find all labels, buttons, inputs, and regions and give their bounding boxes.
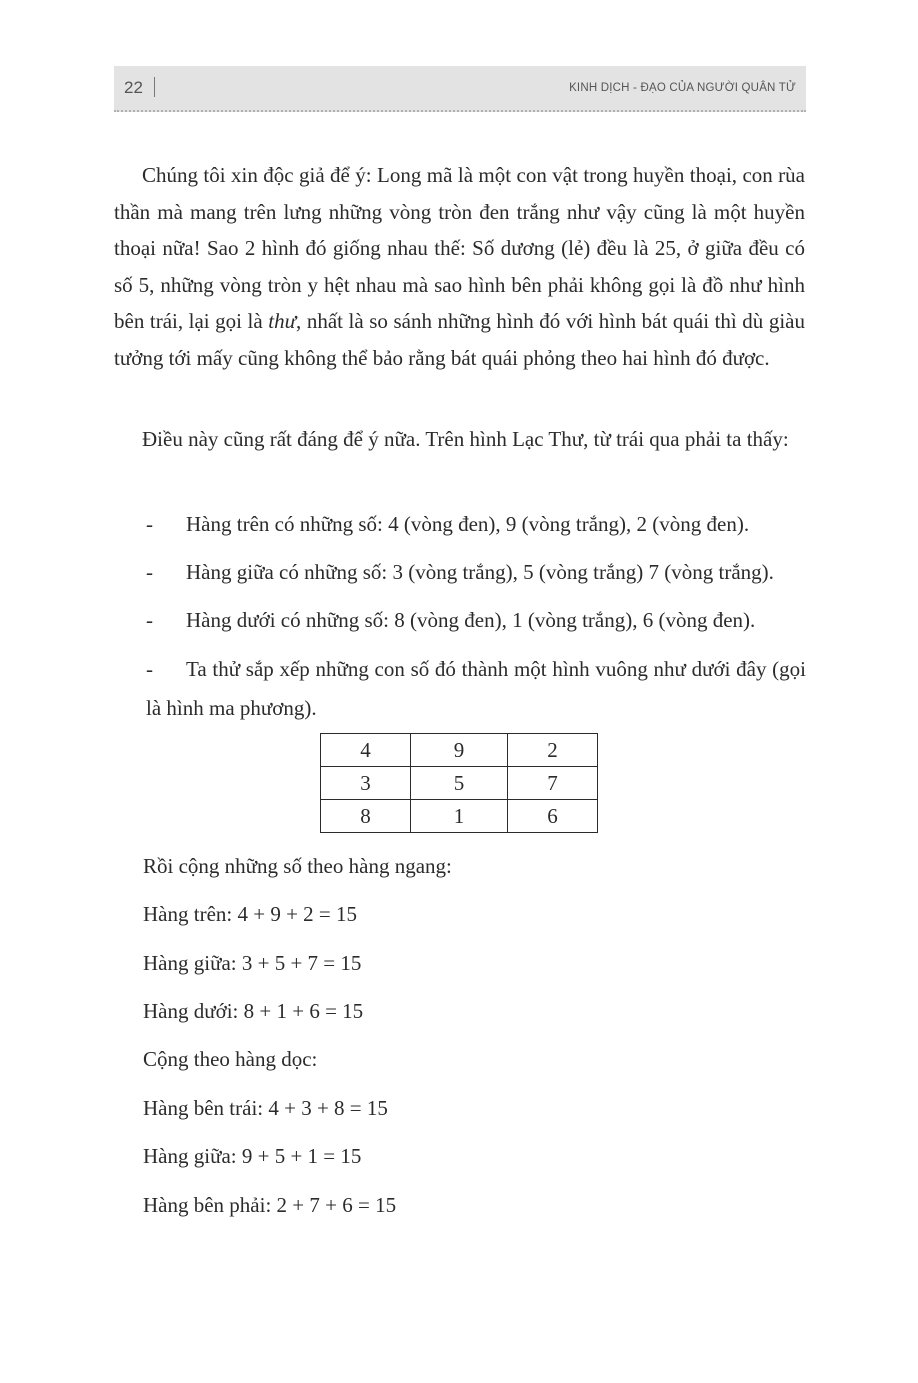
bullet-dash: - [146, 608, 153, 632]
sum-line: Hàng giữa: 3 + 5 + 7 = 15 [143, 951, 362, 975]
magic-square-table [320, 733, 598, 833]
list-item-text: Hàng dưới có những số: 8 (vòng đen), 1 (vòng trắng), 6 (vòng đen). [186, 608, 756, 632]
sum-line: Hàng dưới: 8 + 1 + 6 = 15 [143, 999, 364, 1023]
italic-term: thư [268, 309, 297, 333]
table-cell: 7 [508, 767, 598, 800]
table-row [321, 734, 598, 767]
table-row [321, 767, 598, 800]
sum-heading-horizontal: Rồi cộng những số theo hàng ngang: [143, 854, 452, 878]
sum-line: Hàng bên trái: 4 + 3 + 8 = 15 [143, 1096, 388, 1120]
table-row [321, 800, 598, 833]
table-cell: 9 [411, 734, 508, 767]
table-cell: 8 [321, 800, 411, 833]
sum-line: Hàng bên phải: 2 + 7 + 6 = 15 [143, 1193, 397, 1217]
list-item-text: Hàng trên có những số: 4 (vòng đen), 9 (vòng trắng), 2 (vòng đen). [186, 512, 750, 536]
paragraph-lac-thu: Điều này cũng rất đáng để ý nữa. Trên hình Lạc Thư, từ trái qua phải ta thấy: [142, 427, 789, 451]
list-item-text: Ta thử sắp xếp những con số đó thành một hình vuông như dưới đây (gọi là hình ma phương). [146, 657, 806, 720]
page-number: 22 [124, 78, 143, 97]
list-item-text: Hàng giữa có những số: 3 (vòng trắng), 5 (vòng trắng) 7 (vòng trắng). [186, 560, 774, 584]
running-title: KINH DỊCH - ĐẠO CỦA NGƯỜI QUÂN TỬ [569, 82, 796, 94]
bullet-dash: - [146, 657, 153, 681]
sum-heading-vertical: Cộng theo hàng dọc: [143, 1047, 318, 1071]
bullet-dash: - [146, 512, 153, 536]
paragraph-intro [114, 157, 805, 376]
paragraph-intro-text: Chúng tôi xin độc giả để ý: Long mã là một con vật trong huyền thoại, con rùa thần mà mang trên lưng những vòng tròn đen trắng như vậy cũng là một huyền thoại nữa! Sao 2 hình đó giống nhau thế: Số dương (lẻ) đều là 25, ở giữa đều có số 5, những vòng tròn y hệt nhau mà sao hình bên phải không gọi là đồ như hình bên trái, lại gọi là [114, 163, 805, 333]
table-cell: 6 [508, 800, 598, 833]
list-item [146, 650, 806, 728]
sum-line: Hàng trên: 4 + 9 + 2 = 15 [143, 902, 357, 926]
table-cell: 1 [411, 800, 508, 833]
bullet-dash: - [146, 560, 153, 584]
table-cell: 5 [411, 767, 508, 800]
paragraph-intro-text-end: , nhất là so sánh những hình đó với hình bát quái thì dù giàu tưởng tới mấy cũng không thể bảo rằng bát quái phỏng theo hai hình đó được. [114, 309, 805, 370]
sum-line: Hàng giữa: 9 + 5 + 1 = 15 [143, 1144, 362, 1168]
table-cell: 4 [321, 734, 411, 767]
table-cell: 3 [321, 767, 411, 800]
header-divider [154, 77, 155, 97]
table-cell: 2 [508, 734, 598, 767]
page-header [114, 66, 806, 112]
